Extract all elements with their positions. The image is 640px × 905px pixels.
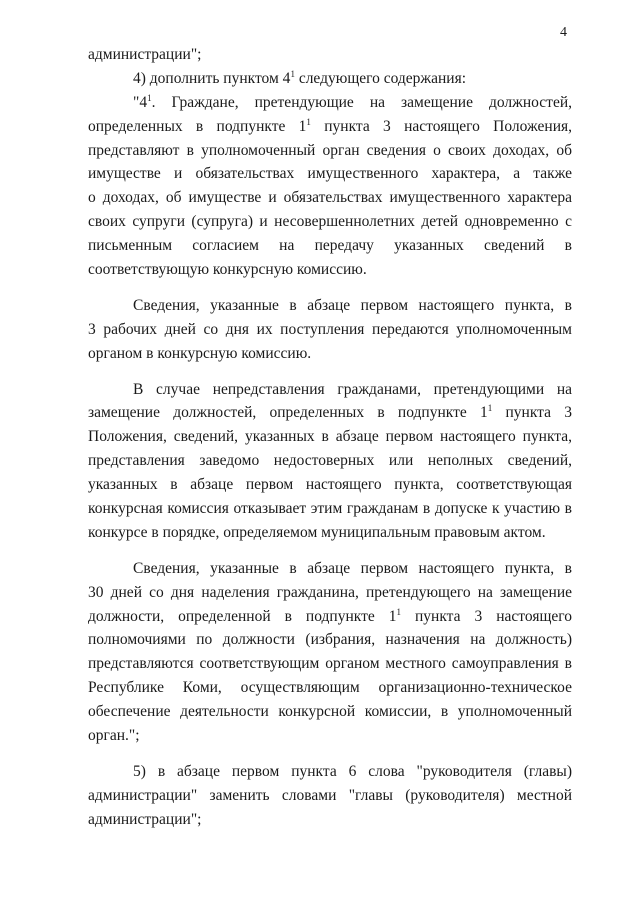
text-line: письменным согласием на передачу указанных сведений в xyxy=(88,237,572,255)
text-line xyxy=(88,605,572,629)
text-run: должности, определенной в подпункте 1 xyxy=(88,607,397,625)
text-run: замещение должностей, определенных в подпункте 1 xyxy=(88,404,488,422)
text-line: 30 дней со дня наделения гражданина, претендующего на замещение xyxy=(88,583,572,601)
text-line xyxy=(88,115,572,139)
text-line: 5) в абзаце первом пункта 6 слова "руководителя (главы) xyxy=(133,762,572,780)
text-run: "4 xyxy=(133,93,148,111)
text-run: следующего содержания: xyxy=(294,69,467,87)
page-number: 4 xyxy=(560,25,567,40)
text-line: о доходах, об имуществе и обязательствах имущественного характера xyxy=(88,189,572,207)
text-line: указанных в абзаце первом настоящего пункта, соответствующая xyxy=(88,476,572,494)
text-line xyxy=(88,401,572,425)
text-run: 4) дополнить пунктом 4 xyxy=(133,69,291,87)
text-line: администрации" заменить словами "главы (руководителя) местной xyxy=(88,786,572,804)
text-line: представляются соответствующим органом местного самоуправления в xyxy=(88,655,572,673)
text-line: администрации"; xyxy=(88,46,202,63)
superscript: 1 xyxy=(396,606,401,617)
document-body xyxy=(88,43,572,832)
text-line: своих супруги (супруга) и несовершеннолетних детей одновременно с xyxy=(88,213,572,231)
text-line xyxy=(88,67,572,91)
superscript: 1 xyxy=(487,403,493,414)
text-line: соответствующую конкурсную комиссию. xyxy=(88,261,367,279)
text-run: определенных в подпункте 1 xyxy=(88,117,307,135)
text-line: имуществе и обязательствах имущественного характера, а также xyxy=(88,165,572,183)
superscript: 1 xyxy=(147,92,152,103)
text-line: Положения, сведений, указанных в абзаце первом настоящего пункта, xyxy=(88,428,572,446)
text-line: 3 рабочих дней со дня их поступления передаются уполномоченным xyxy=(88,320,572,338)
text-line: обеспечение деятельности конкурсной комиссии, в уполномоченный xyxy=(88,703,572,721)
text-line: конкурсе в порядке, определяемом муниципальным правовым актом. xyxy=(88,523,546,541)
text-line: Республике Коми, осуществляющим организационно-техническое xyxy=(88,679,572,697)
text-line: Сведения, указанные в абзаце первом настоящего пункта, в xyxy=(133,559,572,577)
paragraph-gap xyxy=(88,545,572,557)
text-line: Сведения, указанные в абзаце первом настоящего пункта, в xyxy=(133,296,572,314)
text-run: . Граждане, претендующие на замещение должностей, xyxy=(151,93,572,111)
text-line: орган."; xyxy=(88,727,140,745)
text-line: администрации"; xyxy=(88,810,202,828)
text-line: представления заведомо недостоверных или неполных сведений, xyxy=(88,452,572,470)
paragraph-gap xyxy=(88,282,572,294)
paragraph-gap xyxy=(88,366,572,378)
text-line xyxy=(88,91,572,115)
text-run: пункта 3 настоящего Положения, xyxy=(310,117,572,135)
text-line: полномочиями по должности (избрания, назначения на должность) xyxy=(88,631,572,649)
text-run: пункта 3 настоящего xyxy=(414,607,572,625)
text-line: органом в конкурсную комиссию. xyxy=(88,344,312,362)
paragraph-gap xyxy=(88,748,572,760)
superscript: 1 xyxy=(306,116,311,127)
text-line: конкурсная комиссия отказывает этим гражданам в допуске к участию в xyxy=(88,500,572,518)
text-line: В случае непредставления гражданами, претендующими на xyxy=(133,380,572,398)
text-line: представляют в уполномоченный орган сведения о своих доходах, об xyxy=(88,141,572,159)
text-run: пункта 3 xyxy=(505,404,572,422)
superscript: 1 xyxy=(290,68,295,79)
